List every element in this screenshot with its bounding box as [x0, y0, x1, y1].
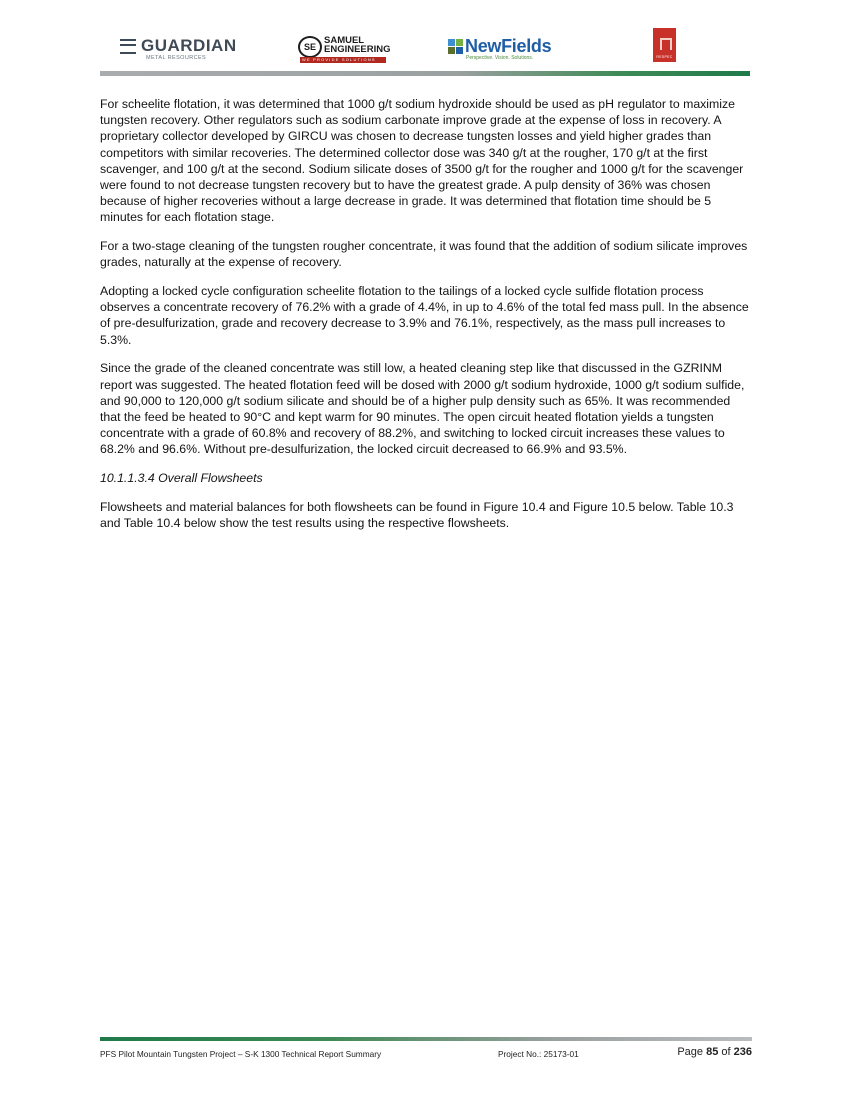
samuel-band: WE PROVIDE SOLUTIONS — [300, 57, 386, 63]
footer-divider — [100, 1037, 752, 1041]
section-heading: 10.1.1.3.4 Overall Flowsheets — [100, 471, 263, 486]
page-label: Page — [677, 1046, 704, 1058]
samuel-line2: ENGINEERING — [324, 44, 391, 55]
respec-logo-name: RESPEC — [656, 55, 673, 59]
samuel-engineering-logo — [298, 36, 391, 76]
page-number — [677, 1046, 752, 1058]
paragraph: Since the grade of the cleaned concentrate was still low, a heated cleaning step like that discussed in the GZRINM report was suggested. The heated flotation feed will be dosed with 2000 g/t sodium hydroxide, 1000 g/t sodium sulfide, and 90,000 to 120,000 g/t sodium silicate and should be of a higher pulp density such as 65%. It was recommended that the feed be heated to 90°C and kept warm for 90 minutes. The open circuit heated flotation yields a tungsten concentrate with a grade of 60.8% and recovery of 88.2%, and switching to locked circuit increases these values to 68.2% and 96.6%. Without pre-desulfurization, the locked circuit decreased to 66.9% and 93.5%. — [100, 361, 745, 457]
footer-report-title: PFS Pilot Mountain Tungsten Project – S-K 1300 Technical Report Summary — [100, 1049, 382, 1059]
guardian-logo-sub: METAL RESOURCES — [146, 55, 207, 61]
header-divider — [100, 71, 750, 76]
paragraph: Adopting a locked cycle configuration scheelite flotation to the tailings of a locked cycle sulfide flotation process observes a concentrate recovery of 76.2% with a grade of 4.4%, in up to 4.6% of the total fed mass pull. In the absence of pre-desulfurization, grade and recovery decrease to 3.9% and 76.1%, respectively, as the mass pull increases to 5.3%. — [100, 284, 749, 347]
newfields-logo — [448, 36, 551, 76]
page-of: of — [721, 1046, 731, 1058]
newfields-logo-name: NewFields — [465, 36, 552, 56]
respec-mark-icon — [660, 38, 672, 50]
paragraph: For a two-stage cleaning of the tungsten rougher concentrate, it was found that the addition of sodium silicate improves grades, naturally at the expense of recovery. — [100, 239, 748, 270]
page-body — [100, 96, 752, 544]
guardian-logo — [120, 36, 237, 76]
newfields-squares-icon — [448, 39, 463, 54]
footer-project-number: Project No.: 25173-01 — [498, 1049, 579, 1059]
page-header — [100, 26, 750, 72]
page-current: 85 — [706, 1046, 719, 1058]
page-footer — [100, 1046, 752, 1064]
page-total: 236 — [733, 1046, 752, 1058]
paragraph: Flowsheets and material balances for both flowsheets can be found in Figure 10.4 and Figure 10.5 below. Table 10.3 and Table 10.4 below show the test results using the respective flowsheets. — [100, 499, 734, 530]
se-mark: SE — [298, 36, 322, 58]
paragraph: For scheelite flotation, it was determined that 1000 g/t sodium hydroxide should be used as pH regulator to maximize tungsten recovery. Other regulators such as sodium carbonate improve grade at the expense of loss in recovery. A proprietary collector developed by GIRCU was chosen to decrease tungsten losses and yield higher grades than competitors with similar recoveries. The determined collector dose was 340 g/t at the rougher, 170 g/t at the first scavenger, and 100 g/t at the second. Sodium silicate doses of 3500 g/t for the rougher and 1000 g/t for the scavenger were found to not decrease tungsten recovery but to have the greatest grade. A pulp density of 36% was chosen because of higher recoveries without a large decrease in grade. It was determined that flotation time should be 5 minutes for each flotation stage. — [100, 97, 744, 225]
guardian-lines-icon — [120, 39, 136, 54]
newfields-tagline: Perspective. Vision. Solutions. — [466, 55, 534, 61]
guardian-logo-name: GUARDIAN — [141, 36, 237, 55]
respec-logo — [653, 28, 676, 62]
samuel-line1: SAMUEL — [324, 35, 365, 46]
